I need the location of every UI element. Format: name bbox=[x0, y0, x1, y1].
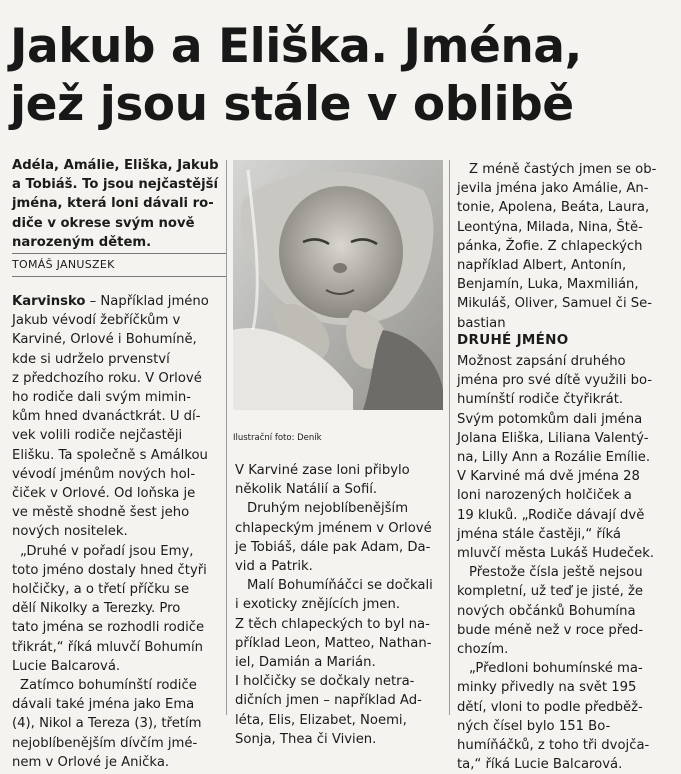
body-line: nových nositelek. bbox=[12, 524, 128, 540]
body-line: (4), Nikol a Tereza (3), třetím bbox=[12, 716, 202, 732]
article-column-2 bbox=[235, 461, 453, 749]
body-line: ve městě shodně šest jeho bbox=[12, 505, 190, 521]
body-line: dičních jmen – například Ad- bbox=[235, 693, 422, 709]
body-line: bude méně než v roce před- bbox=[457, 622, 644, 638]
body-line: je Tobiáš, dále pak Adam, Da- bbox=[235, 539, 431, 555]
body-line: Jakub vévodí žebříčkům v bbox=[12, 313, 181, 329]
body-line: Sonja, Thea či Vivien. bbox=[235, 731, 377, 747]
body-line: Zatímco bohumínští rodiče bbox=[20, 678, 197, 694]
article-column-3-continued bbox=[457, 352, 679, 774]
body-line: i exoticky znějících jmen. bbox=[235, 597, 401, 613]
body-line: bastian bbox=[457, 315, 506, 331]
body-line: minky přivedly na svět 195 bbox=[457, 680, 637, 696]
lead-line: diče v okrese svým nově bbox=[12, 215, 195, 231]
body-line: kompletní, už teď je jisté, že bbox=[457, 584, 643, 600]
section-subhead: DRUHÉ JMÉNO bbox=[457, 332, 569, 348]
body-line: V Karviné zase loni přibylo bbox=[235, 463, 410, 478]
body-line: nejoblíbenějším dívčím jmé- bbox=[12, 735, 198, 751]
body-line: několik Natálií a Sofií. bbox=[235, 482, 378, 498]
headline-line-1: Jakub a Eliška. Jména, bbox=[10, 19, 582, 74]
body-line: Z těch chlapeckých to byl na- bbox=[235, 616, 430, 632]
body-line: tato jména se rozhodli rodiče bbox=[12, 620, 205, 636]
body-line: toto jméno dostaly hned čtyři bbox=[12, 562, 207, 578]
column-separator bbox=[226, 160, 227, 715]
body-line: ných čísel bylo 151 Bo- bbox=[457, 718, 611, 734]
body-line: Lucie Balcarová. bbox=[12, 658, 121, 674]
body-line: chlapeckým jménem v Orlové bbox=[235, 520, 432, 536]
headline bbox=[10, 18, 675, 134]
body-line: jména stále častěji,“ říká bbox=[457, 526, 621, 542]
body-line: tonie, Apolena, Beáta, Laura, bbox=[457, 200, 650, 216]
photo-caption: Ilustrační foto: Deník bbox=[233, 433, 322, 443]
body-line: dělí Nikolky a Terezky. Pro bbox=[12, 601, 181, 617]
body-line: mluvčí města Lukáš Hudeček. bbox=[457, 546, 655, 562]
body-line: Karviné, Orlové i Bohumíně, bbox=[12, 332, 197, 348]
body-line: jména pro své dítě využili bo- bbox=[457, 373, 653, 389]
headline-line-2: jež jsou stále v oblibě bbox=[10, 77, 574, 132]
body-line: humínští rodiče čtyřikrát. bbox=[457, 392, 624, 408]
body-line: 19 kluků. „Rodiče dávají dvě bbox=[457, 507, 645, 523]
body-line: třikrát,“ říká mluvčí Bohumín bbox=[12, 639, 204, 655]
body-line: Mikuláš, Oliver, Samuel či Se- bbox=[457, 296, 653, 312]
article-column-3 bbox=[457, 160, 679, 333]
body-line: I holčičky se dočkaly netra- bbox=[235, 674, 415, 690]
body-line: příklad Leon, Matteo, Nathan- bbox=[235, 635, 432, 651]
body-line: pánka, Žofie. Z chlapeckých bbox=[457, 238, 643, 254]
body-line: nových občánků Bohumína bbox=[457, 603, 636, 619]
body-line: dětí, vloni to podle předběž- bbox=[457, 699, 643, 715]
baby-photo bbox=[233, 160, 443, 410]
body-line: z předchozího roku. V Orlové bbox=[12, 370, 202, 386]
body-line: vek volili rodiče nejčastěji bbox=[12, 428, 183, 444]
body-line: Z méně častých jmen se ob- bbox=[469, 162, 657, 177]
body-line: kům hned dvanáctkrát. U dí- bbox=[12, 409, 201, 425]
body-line: V Karviné má dvě jména 28 bbox=[457, 469, 640, 485]
body-line: Přestože čísla ještě nejsou bbox=[469, 565, 643, 581]
body-line: dávali také jména jako Ema bbox=[12, 697, 195, 713]
body-line: Karvinsko – Například jméno bbox=[12, 294, 209, 309]
author-byline: TOMÁŠ JANUSZEK bbox=[12, 258, 115, 271]
baby-photo-illustration bbox=[233, 160, 443, 410]
body-line: léta, Elis, Elizabet, Noemi, bbox=[235, 712, 407, 728]
body-line: na, Lilly Ann a Rozálie Emílie. bbox=[457, 450, 651, 466]
body-line: vévodí jménům nových hol- bbox=[12, 466, 196, 482]
lead-paragraph bbox=[12, 156, 228, 252]
body-line: Svým potomkům dali jména bbox=[457, 411, 643, 427]
lead-line: Adéla, Amálie, Eliška, Jakub bbox=[12, 158, 219, 173]
body-line: iel, Damián a Marián. bbox=[235, 655, 376, 671]
lead-line: narozeným dětem. bbox=[12, 234, 152, 250]
body-line: například Albert, Antonín, bbox=[457, 258, 627, 274]
body-line: Leontýna, Milada, Nina, Ště- bbox=[457, 219, 643, 235]
body-line: holčičky, a o třetí příčku se bbox=[12, 582, 190, 598]
lead-line: jména, která loni dávali ro- bbox=[12, 196, 214, 212]
article-column-1 bbox=[12, 292, 228, 772]
body-line: ho rodiče dali svým mimin- bbox=[12, 390, 192, 406]
body-line: nem v Orlové je Anička. bbox=[12, 754, 170, 770]
body-line: „Druhé v pořadí jsou Emy, bbox=[20, 543, 194, 559]
divider bbox=[12, 276, 226, 277]
body-line: humíňáčků, z toho tři dvojča- bbox=[457, 738, 650, 754]
body-line: chozím. bbox=[457, 642, 509, 658]
body-line: Možnost zapsání druhého bbox=[457, 354, 626, 369]
body-line: Benjamín, Luka, Maxmilián, bbox=[457, 277, 639, 293]
body-line: loni narozených holčiček a bbox=[457, 488, 632, 504]
column-separator bbox=[449, 160, 450, 715]
body-line: Druhým nejoblíbenějším bbox=[247, 501, 409, 517]
dateline: Karvinsko bbox=[12, 294, 86, 309]
body-line: Malí Bohumíňáčci se dočkali bbox=[247, 578, 433, 594]
body-line: Jolana Eliška, Liliana Valentý- bbox=[457, 430, 649, 446]
body-line: vid a Patrik. bbox=[235, 559, 313, 575]
body-line: „Předloni bohumínské ma- bbox=[469, 661, 643, 677]
body-line: ta,“ říká Lucie Balcarová. bbox=[457, 757, 623, 773]
divider bbox=[12, 253, 226, 254]
body-line: kde si udrželo prvenství bbox=[12, 351, 170, 367]
body-line: čiček v Orlové. Od loňska je bbox=[12, 486, 196, 502]
body-line: Elišku. Ta společně s Amálkou bbox=[12, 447, 208, 463]
lead-line: a Tobiáš. To jsou nejčastější bbox=[12, 177, 218, 193]
body-line: jevila jména jako Amálie, An- bbox=[457, 181, 649, 197]
